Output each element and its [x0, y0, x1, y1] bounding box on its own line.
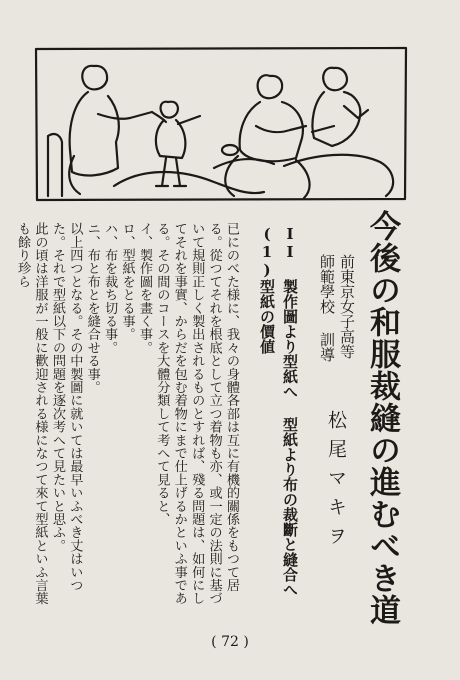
- subsection-heading: [259, 225, 274, 354]
- author-affiliation: 前東京女子高等: [338, 254, 356, 359]
- body-paragraph: 以上四つとなる。その中製圖に就いては最早いふべき丈はいつた。それで型紙以下の問題を逐次考へて見たいと思ふ。: [49, 222, 83, 592]
- section-heading: II 製作圖より型紙へ 型紙より布の裁斷と縫合へ: [281, 225, 299, 597]
- subsection-marker: (1): [258, 225, 276, 279]
- list-item: ロ、型紙をとる事。: [119, 222, 135, 341]
- article-title: 今後の和服裁縫の進むべき道: [364, 210, 400, 626]
- body-paragraph: 已にのべた様に、我々の身體各部は互に有機的關係をもつて居る。從つてそれを根底として立つ着物も亦、或一定の法則に基づいて規則正しく製出されるものとすれば、殘る問題は、如何にしてそれを事實、からだを包む着物にまで仕上げるかといふ事である。その間のコースを大體分類して考へて見ると、: [154, 222, 239, 605]
- body-paragraph: 此の頃は洋服が一般に歡迎される様になつて來て型紙といふ言葉も餘り珍ら: [15, 222, 48, 605]
- list-item: イ、製作圖を畫く事。: [136, 222, 152, 354]
- list-item: ニ、布と布とを縫合せる事。: [84, 222, 100, 394]
- article-body: [15, 222, 240, 606]
- author-position: 師範學校 訓導: [318, 254, 336, 362]
- author-name: 松尾マキヲ: [325, 410, 347, 555]
- sewing-illustration: [34, 46, 408, 202]
- subsection-title: 型紙の價値: [258, 279, 276, 354]
- page-number: ( 72 ): [211, 634, 249, 650]
- list-item: ハ、布を裁ち切る事。: [102, 222, 118, 354]
